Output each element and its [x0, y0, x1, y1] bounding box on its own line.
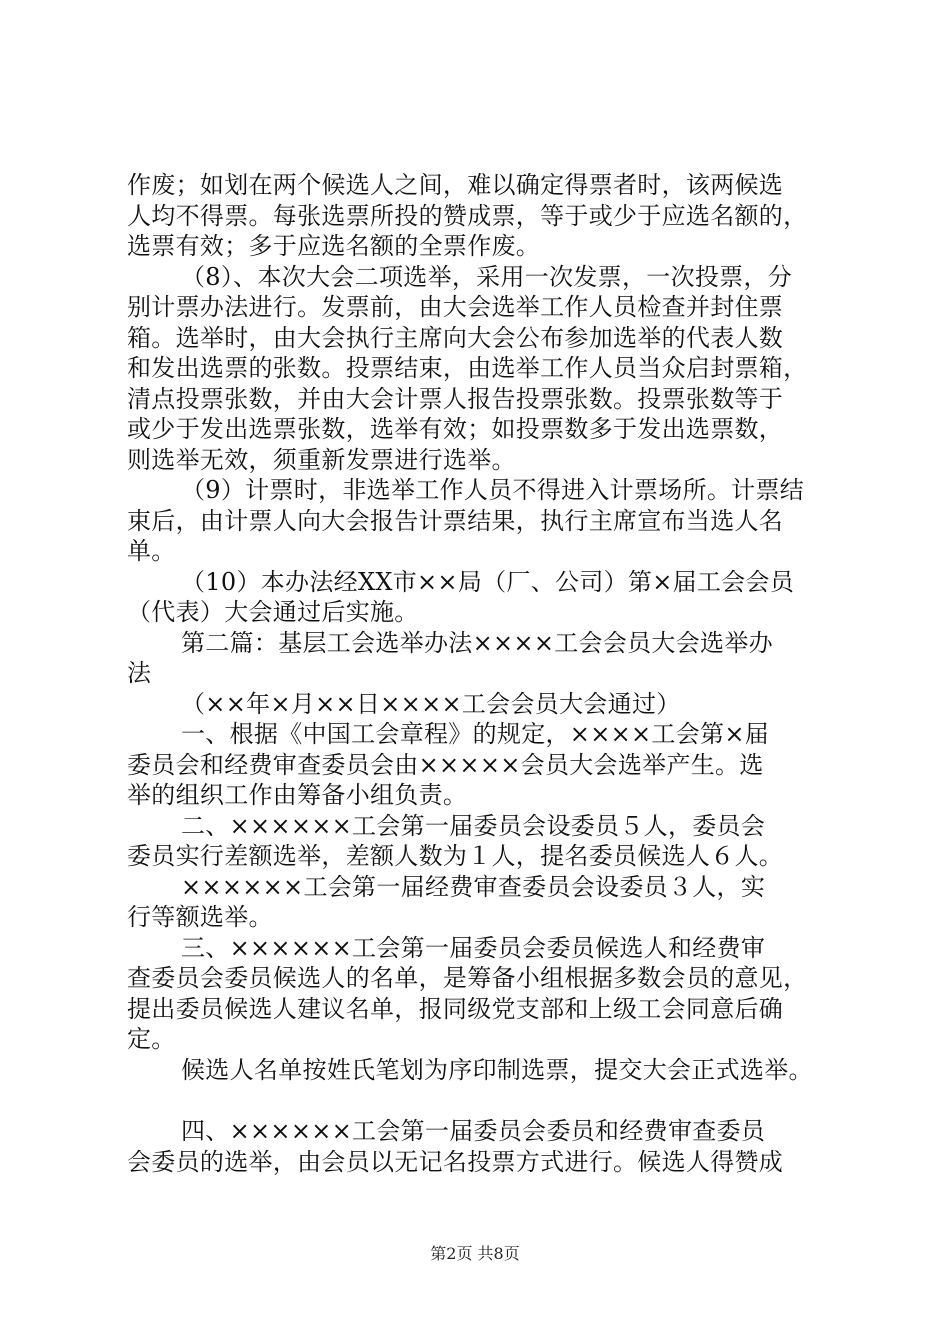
text-line: （代表）大会通过后实施。: [127, 598, 419, 626]
text-line: 会委员的选举，由会员以无记名投票方式进行。候选人得赞成: [127, 1147, 784, 1176]
text-line: 箱。选举时，由大会执行主席向大会公布参加选举的代表人数: [127, 323, 784, 352]
paragraph-start-line: （9）计票时，非选举工作人员不得进入计票场所。计票结: [181, 476, 805, 504]
section-heading: 第二篇：基层工会选举办法××××工会会员大会选举办: [181, 628, 773, 657]
paragraph-start-line: ××××××工会第一届经费审查委员会设委员３人，实: [181, 872, 766, 901]
text-line: 清点投票张数，并由大会计票人报告投票张数。投票张数等于: [127, 384, 784, 413]
paragraph-start-line: 候选人名单按姓氏笔划为序印制选票，提交大会正式选举。: [181, 1055, 813, 1084]
page-footer: 第2页 共8页: [430, 1244, 520, 1263]
text-line: 定。: [127, 1025, 176, 1053]
text-line: 委员实行差额选举，差额人数为１人，提名委员候选人６人。: [127, 842, 784, 870]
text-line: 单。: [127, 537, 176, 565]
section-heading-continued: 法: [127, 659, 152, 687]
text-line: 则选举无效，须重新发票进行选举。: [127, 445, 516, 474]
text-line: 人均不得票。每张选票所投的赞成票，等于或少于应选名额的，: [127, 201, 808, 230]
text-line: 举的组织工作由筹备小组负责。: [127, 781, 468, 809]
text-line: 选票有效；多于应选名额的全票作废。: [127, 232, 541, 260]
text-line: 别计票办法进行。发票前，由大会选举工作人员检查并封住票: [127, 293, 784, 321]
paragraph-start-line: 四、××××××工会第一届委员会委员和经费审查委员: [181, 1117, 766, 1145]
paragraph-start-line: 一、根据《中国工会章程》的规定，××××工会第×届: [181, 720, 770, 748]
text-line: 或少于发出选票张数，选举有效；如投票数多于发出选票数，: [127, 415, 784, 443]
text-line: 束后，由计票人向大会报告计票结果，执行主席宣布当选人名: [127, 506, 784, 535]
document-body: [127, 170, 837, 1177]
text-line: 作废；如划在两个候选人之间，难以确定得票者时，该两候选: [127, 171, 784, 199]
text-line: 提出委员候选人建议名单，报同级党支部和上级工会同意后确: [127, 994, 784, 1023]
text-line: 和发出选票的张数。投票结束，由选举工作人员当众启封票箱，: [127, 354, 808, 382]
adoption-note: （××年×月××日××××工会会员大会通过）: [181, 689, 681, 718]
text-line: 查委员会委员候选人的名单，是筹备小组根据多数会员的意见，: [127, 964, 808, 992]
text-line: 行等额选举。: [127, 903, 273, 931]
paragraph-start-line: （10）本办法经XX市××局（厂、公司）第×届工会会员: [181, 567, 795, 596]
blank-line: [127, 1085, 837, 1116]
paragraph-start-line: （8）、本次大会二项选举，采用一次发票，一次投票，分: [181, 262, 793, 291]
paragraph-start-line: 三、××××××工会第一届委员会委员候选人和经费审: [181, 933, 766, 962]
text-line: 委员会和经费审查委员会由×××××会员大会选举产生。选: [127, 750, 764, 779]
paragraph-start-line: 二、××××××工会第一届委员会设委员５人，委员会: [181, 811, 766, 840]
